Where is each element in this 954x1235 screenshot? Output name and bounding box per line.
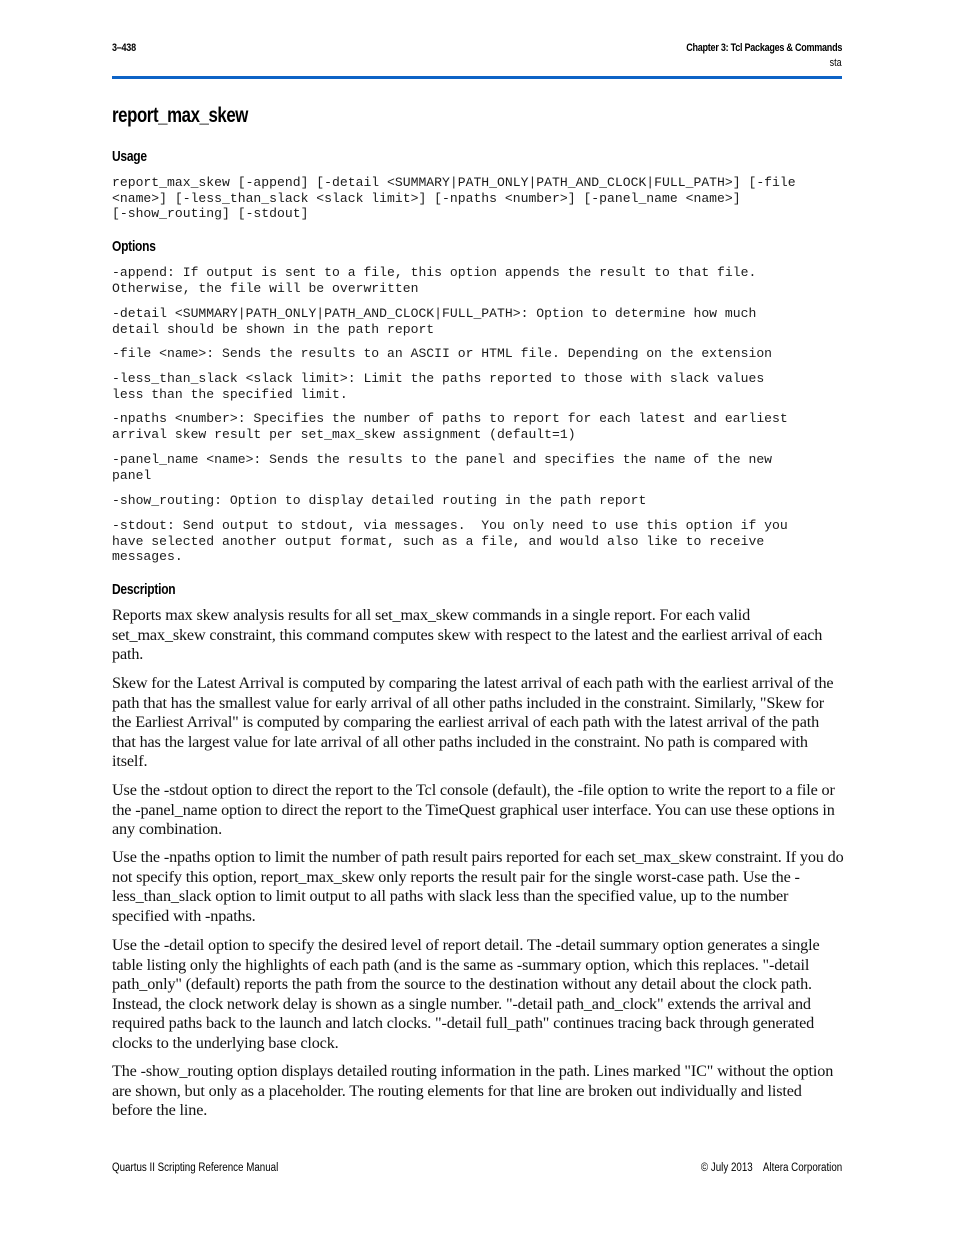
option-line: Otherwise, the file will be overwritten: [112, 280, 419, 296]
page-footer: [112, 1162, 842, 1178]
description-heading: Description: [112, 581, 176, 598]
option-line: -npaths <number>: Specifies the number of paths to report for each latest and earliest: [112, 411, 788, 426]
option-stdout: [112, 518, 852, 565]
option-file: [112, 346, 852, 362]
option-less-than-slack: [112, 371, 852, 402]
option-line: -panel_name <name>: Sends the results to the panel and specifies the name of the new: [112, 452, 773, 467]
description-paragraph: Use the -detail option to specify the desired level of report detail. The -detail summary option generates a single table listing only the highlights of each path (and is the same as -summary option, which this replaces. "-detail path_only" (default) reports the path from the source to the destination without any detail about the clock path. Instead, the clock network delay is shown as a single number. "-detail path_and_clock" extends the arrival and required paths back to the launch and latch clocks. "-detail full_path" continues tracing back through generated clocks to the underlying base clock.: [112, 936, 820, 1052]
usage-line: [-show_routing] [-stdout]: [112, 206, 309, 221]
usage-line: report_max_skew [-append] [-detail <SUMMARY|PATH_ONLY|PATH_AND_CLOCK|FULL_PATH>] [-file: [112, 175, 796, 190]
usage-line: <name>] [-less_than_slack <slack limit>] [-npaths <number>] [-panel_name <name>]: [112, 190, 741, 206]
description-paragraph: The -show_routing option displays detailed routing information in the path. Lines marked "IC" without the option are shown, but only as a placeholder. The routing elements for that line are broken out individually and listed before the line.: [112, 1062, 834, 1119]
option-line: -detail <SUMMARY|PATH_ONLY|PATH_AND_CLOCK|FULL_PATH>: Option to determine how much: [112, 306, 757, 321]
header-divider: [112, 76, 842, 79]
chapter-title: Chapter 3: Tcl Packages & Commands: [686, 42, 842, 54]
option-npaths: [112, 411, 852, 442]
options-heading: Options: [112, 238, 156, 255]
page-header: [112, 42, 842, 78]
description-paragraph: Skew for the Latest Arrival is computed by comparing the latest arrival of each path with the earliest arrival of the path that has the smallest value for early arrival of all other paths included in the constraint. Similarly, "Skew for the Earliest Arrival" is computed by comparing the earliest arrival of each path with the latest arrival of the path that has the largest value for late arrival of all other paths included in the constraint. No path is compared with itself.: [112, 674, 834, 770]
option-line: have selected another output format, such as a file, and would also like to receive: [112, 533, 765, 549]
option-line: messages.: [112, 549, 183, 564]
description-paragraph: Use the -npaths option to limit the number of path result pairs reported for each set_max_skew constraint. If you do not specify this option, report_max_skew only reports the result pair for the single worst-case path. Use the -less_than_slack option to limit output to all paths with slack less than the specified value, up to the number specified with -npaths.: [112, 848, 844, 925]
copyright-date: © July 2013: [700, 1162, 753, 1174]
option-line: -show_routing: Option to display detailed routing in the path report: [112, 493, 647, 508]
option-line: panel: [112, 467, 152, 483]
option-line: -stdout: Send output to stdout, via messages. You only need to use this option if you: [112, 518, 788, 533]
option-show-routing: [112, 493, 852, 509]
option-line: -append: If output is sent to a file, this option appends the result to that file.: [112, 265, 757, 280]
option-line: arrival skew result per set_max_skew assignment (default=1): [112, 426, 576, 442]
option-panel-name: [112, 452, 852, 483]
option-detail: [112, 306, 852, 337]
option-line: -less_than_slack <slack limit>: Limit the paths reported to those with slack values: [112, 371, 765, 386]
page-number: 3–438: [112, 42, 136, 54]
usage-heading: Usage: [112, 148, 147, 165]
usage-syntax: [112, 175, 852, 222]
manual-title: Quartus II Scripting Reference Manual: [112, 1162, 279, 1174]
option-append: [112, 265, 852, 296]
description-paragraph: Reports max skew analysis results for all set_max_skew commands in a single report. For each valid set_max_skew constraint, this command computes skew with respect to the latest and the earliest arrival of each path.: [112, 606, 823, 663]
section-name: sta: [829, 57, 842, 69]
description-paragraph: Use the -stdout option to direct the report to the Tcl console (default), the -file option to write the report to a file or the -panel_name option to direct the report to the TimeQuest graphical user interface. You can use these options in any combination.: [112, 781, 835, 838]
option-line: -file <name>: Sends the results to an ASCII or HTML file. Depending on the extension: [112, 346, 773, 361]
option-line: detail should be shown in the path report: [112, 321, 435, 337]
option-line: less than the specified limit.: [112, 386, 348, 402]
copyright: [701, 1162, 842, 1174]
page-title: report_max_skew: [112, 104, 248, 127]
company-name: Altera Corporation: [762, 1162, 842, 1174]
